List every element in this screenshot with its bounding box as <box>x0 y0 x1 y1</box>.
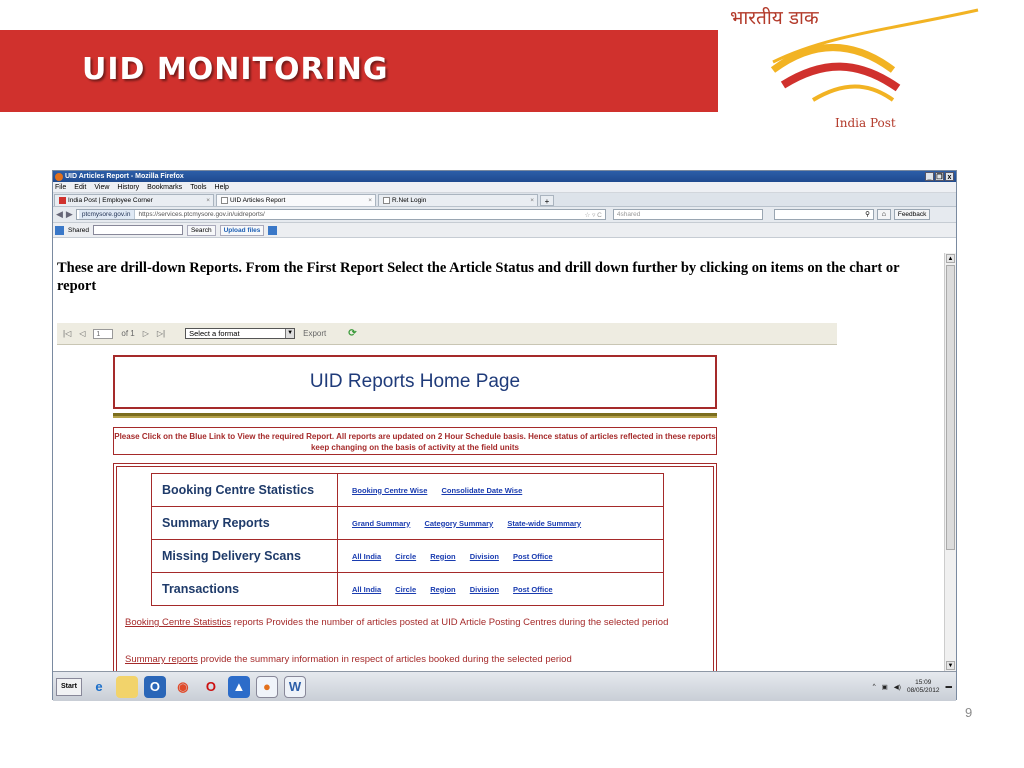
booking-centre-statistics-link[interactable]: Booking Centre Statistics <box>125 617 232 628</box>
booking-centre-description: Booking Centre Statistics reports Provides the number of articles posted at UID Article Posting Centres during the selected period <box>125 617 669 628</box>
4shared-search[interactable]: 4shared <box>613 209 763 220</box>
circle-link[interactable]: Circle <box>395 551 417 561</box>
report-links <box>338 540 664 573</box>
all-india-link[interactable]: All India <box>352 551 382 561</box>
intro-text: These are drill-down Reports. From the First Report Select the Article Status and drill down further by clicking on items on the chart or report <box>57 260 900 294</box>
tab-uid-articles-report[interactable]: UID Articles Report × <box>216 194 376 206</box>
logo-hindi-text: भारतीय डाक <box>730 7 819 29</box>
region-link[interactable]: Region <box>430 584 456 594</box>
post-office-link[interactable]: Post Office <box>513 584 553 594</box>
table-row <box>152 540 664 573</box>
chevron-up-icon[interactable]: ^ <box>872 683 876 690</box>
division-link[interactable]: Division <box>469 584 499 594</box>
slide-title: UID MONITORING <box>82 52 389 87</box>
site-identity[interactable]: ptcmysore.gov.in <box>79 210 135 219</box>
export-link[interactable]: Export <box>303 329 327 338</box>
windows-taskbar <box>53 671 956 701</box>
post-office-link[interactable]: Post Office <box>513 551 553 561</box>
outlook-icon[interactable]: O <box>144 676 166 698</box>
show-desktop-icon[interactable]: ▬ <box>945 683 952 690</box>
search-icon[interactable]: ⚲ <box>774 209 874 220</box>
close-button[interactable]: x <box>945 172 954 181</box>
menu-bookmarks[interactable]: Bookmarks <box>147 184 183 191</box>
forward-arrow-icon[interactable]: ▶ <box>65 209 73 219</box>
start-button[interactable]: Start <box>56 678 82 696</box>
tab-india-post[interactable]: India Post | Employee Corner × <box>54 194 214 206</box>
back-arrow-icon[interactable]: ◀ <box>56 209 63 219</box>
reports-panel <box>113 463 717 673</box>
internet-explorer-icon[interactable]: e <box>95 679 103 694</box>
circle-link[interactable]: Circle <box>395 584 417 594</box>
menu-edit[interactable]: Edit <box>74 184 87 191</box>
close-tab-icon[interactable]: × <box>530 197 534 204</box>
report-heading: Transactions <box>152 573 338 606</box>
report-heading: Summary Reports <box>152 507 338 540</box>
tab-bar <box>53 193 956 207</box>
minimize-button[interactable]: _ <box>925 172 934 181</box>
export-format-select[interactable]: Select a format ▼ <box>185 328 295 339</box>
firefox-icon <box>55 173 63 181</box>
report-links <box>338 474 664 507</box>
table-row <box>152 507 664 540</box>
summary-description: Summary reports provide the summary information in respect of articles booked during the selected period <box>125 654 572 665</box>
logo-english-text: India Post <box>835 116 896 130</box>
shared-input[interactable] <box>93 225 183 235</box>
prev-page-icon[interactable]: ◁ <box>79 329 86 338</box>
grand-summary-link[interactable]: Grand Summary <box>352 518 411 528</box>
shared-toolbar <box>53 223 956 238</box>
table-row <box>152 474 664 507</box>
division-link[interactable]: Division <box>469 551 499 561</box>
close-tab-icon[interactable]: × <box>368 197 372 204</box>
region-link[interactable]: Region <box>430 551 456 561</box>
page-number-input[interactable]: 1 <box>93 329 113 339</box>
window-controls <box>925 172 954 181</box>
firefox-icon[interactable]: ● <box>256 676 278 698</box>
scrollbar-thumb[interactable] <box>946 265 955 550</box>
category-summary-link[interactable]: Category Summary <box>424 518 494 528</box>
india-post-favicon <box>59 197 66 204</box>
bookmark-star-icon[interactable]: ☆ ▿ C <box>584 211 602 219</box>
notice-text: Please Click on the Blue Link to View the required Report. All reports are updated on 2 Hour Schedule basis. Hence status of articles reflected in these reports keep changing on the basis of activity at the field units <box>113 427 717 455</box>
tab-rnet-login[interactable]: R.Net Login × <box>378 194 538 206</box>
vertical-scrollbar[interactable] <box>944 253 956 671</box>
menu-help[interactable]: Help <box>214 184 229 191</box>
shared-label: Shared <box>68 226 89 234</box>
summary-reports-link[interactable]: Summary reports <box>125 654 198 665</box>
divider <box>113 416 717 418</box>
shared-icon <box>55 226 64 235</box>
menu-tools[interactable]: Tools <box>190 184 207 191</box>
system-tray <box>873 679 956 695</box>
chevron-down-icon: ▼ <box>285 329 294 338</box>
table-row <box>152 573 664 606</box>
reports-panel-inner <box>116 466 714 674</box>
report-heading: Missing Delivery Scans <box>152 540 338 573</box>
first-page-icon[interactable]: |◁ <box>63 329 72 338</box>
volume-icon[interactable]: ◀) <box>893 683 901 691</box>
consolidate-date-wise-link[interactable]: Consolidate Date Wise <box>441 485 523 495</box>
navigation-bar <box>53 207 956 223</box>
report-heading: Booking Centre Statistics <box>152 474 338 507</box>
report-links <box>338 573 664 606</box>
page-favicon <box>221 197 228 204</box>
app-icon[interactable]: ▲ <box>228 676 250 698</box>
clock-date: 08/05/2012 <box>906 686 940 694</box>
next-page-icon[interactable]: ▷ <box>142 329 149 338</box>
network-icon[interactable]: ▣ <box>881 683 888 691</box>
last-page-icon[interactable]: ▷| <box>156 329 166 338</box>
word-icon[interactable]: W <box>284 676 306 698</box>
report-toolbar <box>57 323 837 345</box>
report-links <box>338 507 664 540</box>
booking-centre-wise-link[interactable]: Booking Centre Wise <box>352 485 428 495</box>
clock-time: 15:09 <box>915 678 932 686</box>
page-count: of 1 <box>121 329 135 338</box>
menu-file[interactable]: File <box>55 184 67 191</box>
search-button[interactable]: Search <box>187 225 216 236</box>
toolbar-icon[interactable] <box>268 226 277 235</box>
menu-bar <box>53 182 956 193</box>
chrome-icon[interactable]: ◉ <box>177 678 189 694</box>
all-india-link[interactable]: All India <box>352 584 382 594</box>
page-content <box>53 253 945 665</box>
browser-window <box>52 170 957 700</box>
clock[interactable] <box>907 679 940 695</box>
scroll-up-icon[interactable]: ▲ <box>947 256 954 262</box>
window-title: UID Articles Report - Mozilla Firefox <box>65 173 184 180</box>
reports-home-title: UID Reports Home Page <box>113 355 717 409</box>
refresh-icon[interactable]: ⟳ <box>348 328 357 339</box>
maximize-button[interactable]: ❒ <box>936 174 943 181</box>
scroll-down-icon[interactable]: ▼ <box>947 663 954 669</box>
reports-table <box>151 473 664 606</box>
home-icon[interactable]: ⌂ <box>877 209 891 220</box>
slide-number: 9 <box>965 705 973 720</box>
new-tab-button[interactable]: + <box>540 195 554 206</box>
address-bar[interactable] <box>76 209 606 220</box>
upload-files-button[interactable]: Upload files <box>220 225 265 236</box>
page-favicon <box>383 197 390 204</box>
menu-view[interactable]: View <box>94 184 110 191</box>
folder-icon[interactable] <box>116 676 138 698</box>
opera-icon[interactable]: O <box>205 679 217 694</box>
menu-history[interactable]: History <box>117 184 140 191</box>
url-text: https://services.ptcmysore.gov.in/uidreports/ <box>138 211 265 218</box>
window-titlebar <box>53 171 956 182</box>
close-tab-icon[interactable]: × <box>206 197 210 204</box>
state-wide-summary-link[interactable]: State-wide Summary <box>507 518 582 528</box>
feedback-button[interactable]: Feedback <box>894 209 931 220</box>
